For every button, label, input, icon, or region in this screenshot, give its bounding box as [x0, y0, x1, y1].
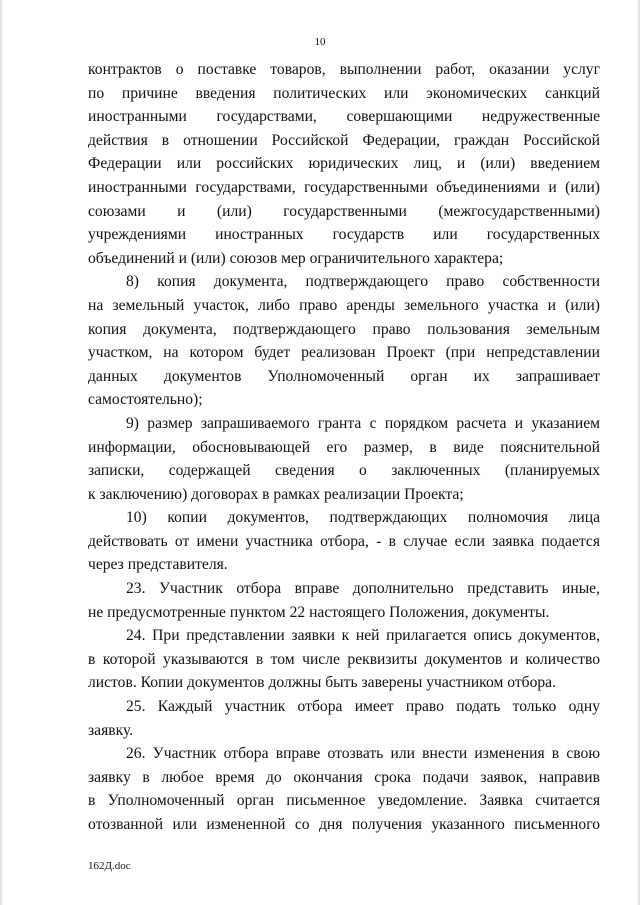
text-line: отозванной или измененной со дня получения указанного письменного: [88, 816, 600, 833]
text-line: действия в отношении Российской Федерации, граждан Российской: [88, 131, 600, 149]
text-line: самостоятельно);: [88, 391, 203, 409]
text-line: Федерации или российских юридических лиц, и (или) введением: [88, 155, 600, 173]
page-number: 10: [314, 36, 326, 48]
document-body: [88, 58, 600, 837]
text-line: листов. Копии документов должны быть заверены участником отбора.: [88, 674, 556, 692]
text-line: к заключению) договорах в рамках реализации Проекта;: [88, 485, 464, 503]
text-line: копия документа, подтверждающего право пользования земельным: [88, 320, 600, 338]
text-line: иностранными государствами, государственными объединениями и (или): [88, 178, 600, 196]
text-line: контрактов о поставке товаров, выполнении работ, оказании услуг: [88, 61, 600, 78]
text-line: записки, содержащей сведения о заключенных (планируемых: [88, 462, 600, 480]
text-line: заявку в любое время до окончания срока подачи заявок, направив: [88, 768, 600, 786]
paragraph-item-8: [88, 270, 600, 412]
text-line: 9) размер запрашиваемого гранта с порядком расчета и указанием: [126, 414, 600, 432]
text-line: иностранными государствами, совершающими недружественные: [88, 108, 600, 126]
text-line: действовать от имени участника отбора, - в случае если заявка подается: [88, 532, 600, 550]
paragraph-item-9: [88, 412, 600, 506]
text-line: в которой указываются в том числе реквизиты документов и количество: [88, 650, 600, 668]
text-line: через представителя.: [88, 556, 228, 574]
text-line: в Уполномоченный орган письменное уведомление. Заявка считается: [88, 792, 600, 810]
text-line: 26. Участник отбора вправе отозвать или внести изменения в свою: [126, 745, 600, 763]
text-line: 24. При представлении заявки к ней прилагается опись документов,: [126, 627, 600, 645]
text-line: 23. Участник отбора вправе дополнительно представить иные,: [126, 580, 600, 598]
text-line: участком, на котором будет реализован Проект (при непредставлении: [88, 344, 600, 362]
paragraph-clause-23: [88, 577, 600, 624]
text-line: информации, обосновывающей его размер, в виде пояснительной: [88, 438, 600, 456]
scan-edge-left: [0, 0, 3, 905]
paragraph-clause-26: [88, 742, 600, 836]
paragraph-continuation: [88, 58, 600, 270]
text-line: данных документов Уполномоченный орган их запрашивает: [88, 367, 600, 385]
text-line: 25. Каждый участник отбора имеет право подать только одну: [126, 698, 600, 716]
paragraph-item-10: [88, 506, 600, 577]
text-line: по причине введения политических или экономических санкций: [88, 84, 600, 102]
text-line: 10) копии документов, подтверждающих полномочия лица: [126, 509, 600, 527]
footer-file-name: 162Д.doc: [88, 860, 131, 872]
text-line: объединений и (или) союзов мер ограничительного характера;: [88, 249, 504, 267]
paragraph-clause-24: [88, 624, 600, 695]
text-line: 8) копия документа, подтверждающего право собственности: [126, 273, 600, 291]
text-line: союзами и (или) государственными (межгосударственными): [88, 202, 600, 220]
paragraph-clause-25: [88, 695, 600, 742]
text-line: не предусмотренные пунктом 22 настоящего Положения, документы.: [88, 603, 550, 621]
text-line: на земельный участок, либо право аренды земельного участка и (или): [88, 296, 600, 314]
text-line: заявку.: [88, 721, 134, 739]
text-line: учреждениями иностранных государств или государственных: [88, 226, 600, 244]
